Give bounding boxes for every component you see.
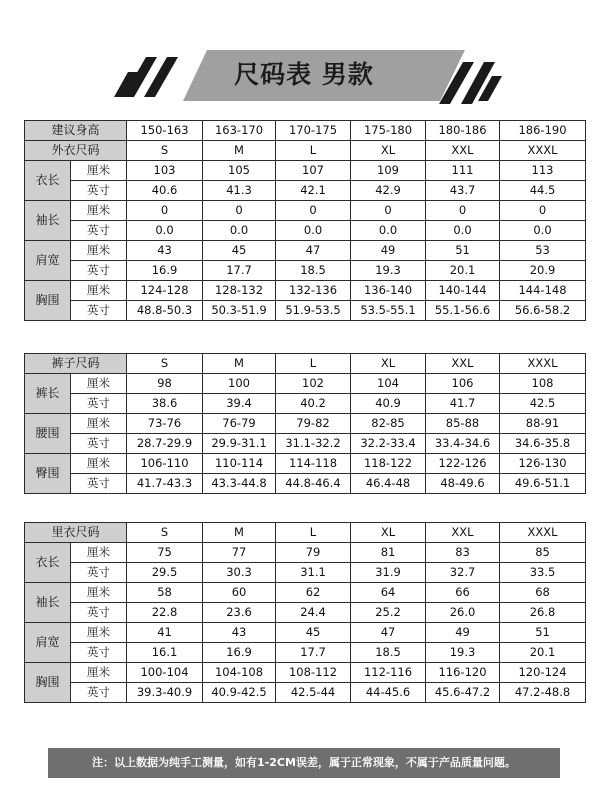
- measurement-row: [25, 414, 586, 434]
- size-label: 裤子尺码: [25, 354, 127, 374]
- value-cell: 25.2: [351, 603, 426, 623]
- value-cell: 44.5: [500, 181, 586, 201]
- size-label: 里衣尺码: [25, 523, 127, 543]
- value-cell: 43: [203, 623, 276, 643]
- value-cell: 30.3: [203, 563, 276, 583]
- measurement-name: 胸围: [25, 281, 71, 321]
- value-cell: 73-76: [127, 414, 203, 434]
- value-cell: 38.6: [127, 394, 203, 414]
- unit-label: 厘米: [71, 663, 127, 683]
- height-cell: 163-170: [203, 121, 276, 141]
- size-cell: XXL: [426, 354, 500, 374]
- value-cell: 98: [127, 374, 203, 394]
- value-cell: 76-79: [203, 414, 276, 434]
- value-cell: 66: [426, 583, 500, 603]
- value-cell: 132-136: [276, 281, 351, 301]
- value-cell: 51.9-53.5: [276, 301, 351, 321]
- value-cell: 112-116: [351, 663, 426, 683]
- measurement-row: [25, 261, 586, 281]
- value-cell: 39.4: [203, 394, 276, 414]
- measurement-name: 胸围: [25, 663, 71, 703]
- value-cell: 43.3-44.8: [203, 474, 276, 494]
- unit-label: 厘米: [71, 201, 127, 221]
- value-cell: 122-126: [426, 454, 500, 474]
- size-cell: M: [203, 141, 276, 161]
- unit-label: 英寸: [71, 181, 127, 201]
- size-cell: XXXL: [500, 141, 586, 161]
- value-cell: 0: [500, 201, 586, 221]
- value-cell: 102: [276, 374, 351, 394]
- value-cell: 32.7: [426, 563, 500, 583]
- value-cell: 58: [127, 583, 203, 603]
- value-cell: 106-110: [127, 454, 203, 474]
- value-cell: 40.6: [127, 181, 203, 201]
- size-cell: XXXL: [500, 354, 586, 374]
- value-cell: 108-112: [276, 663, 351, 683]
- measurement-name: 腰围: [25, 414, 71, 454]
- unit-label: 厘米: [71, 454, 127, 474]
- value-cell: 20.9: [500, 261, 586, 281]
- measurement-row: [25, 241, 586, 261]
- value-cell: 113: [500, 161, 586, 181]
- value-cell: 34.6-35.8: [500, 434, 586, 454]
- height-cell: 175-180: [351, 121, 426, 141]
- unit-label: 英寸: [71, 301, 127, 321]
- value-cell: 100: [203, 374, 276, 394]
- measurement-row: [25, 683, 586, 703]
- value-cell: 45: [203, 241, 276, 261]
- height-cell: 186-190: [500, 121, 586, 141]
- value-cell: 16.1: [127, 643, 203, 663]
- value-cell: 22.8: [127, 603, 203, 623]
- value-cell: 79-82: [276, 414, 351, 434]
- value-cell: 44-45.6: [351, 683, 426, 703]
- unit-label: 厘米: [71, 414, 127, 434]
- measurement-row: [25, 583, 586, 603]
- size-cell: M: [203, 354, 276, 374]
- height-label: 建议身高: [25, 121, 127, 141]
- value-cell: 104: [351, 374, 426, 394]
- value-cell: 32.2-33.4: [351, 434, 426, 454]
- value-cell: 29.9-31.1: [203, 434, 276, 454]
- measurement-row: [25, 623, 586, 643]
- size-cell: XL: [351, 354, 426, 374]
- value-cell: 45.6-47.2: [426, 683, 500, 703]
- measurement-row: [25, 663, 586, 683]
- measurement-name: 衣长: [25, 543, 71, 583]
- measurement-row: [25, 543, 586, 563]
- value-cell: 116-120: [426, 663, 500, 683]
- value-cell: 44.8-46.4: [276, 474, 351, 494]
- value-cell: 20.1: [426, 261, 500, 281]
- value-cell: 0: [203, 201, 276, 221]
- size-cell: XXL: [426, 523, 500, 543]
- value-cell: 42.9: [351, 181, 426, 201]
- size-cell: S: [127, 354, 203, 374]
- size-cell: L: [276, 141, 351, 161]
- value-cell: 104-108: [203, 663, 276, 683]
- value-cell: 88-91: [500, 414, 586, 434]
- value-cell: 17.7: [276, 643, 351, 663]
- height-row: [25, 121, 586, 141]
- value-cell: 0.0: [276, 221, 351, 241]
- title-banner: [0, 0, 608, 110]
- value-cell: 45: [276, 623, 351, 643]
- value-cell: 105: [203, 161, 276, 181]
- value-cell: 124-128: [127, 281, 203, 301]
- value-cell: 51: [426, 241, 500, 261]
- value-cell: 23.6: [203, 603, 276, 623]
- height-cell: 170-175: [276, 121, 351, 141]
- size-cell: M: [203, 523, 276, 543]
- value-cell: 29.5: [127, 563, 203, 583]
- value-cell: 79: [276, 543, 351, 563]
- value-cell: 28.7-29.9: [127, 434, 203, 454]
- value-cell: 0.0: [351, 221, 426, 241]
- value-cell: 50.3-51.9: [203, 301, 276, 321]
- size-cell: XL: [351, 523, 426, 543]
- value-cell: 19.3: [426, 643, 500, 663]
- unit-label: 厘米: [71, 583, 127, 603]
- value-cell: 26.8: [500, 603, 586, 623]
- measurement-row: [25, 643, 586, 663]
- unit-label: 英寸: [71, 434, 127, 454]
- measurement-row: [25, 301, 586, 321]
- value-cell: 31.1-32.2: [276, 434, 351, 454]
- value-cell: 16.9: [203, 643, 276, 663]
- value-cell: 140-144: [426, 281, 500, 301]
- size-row: [25, 354, 586, 374]
- value-cell: 49: [351, 241, 426, 261]
- measurement-row: [25, 474, 586, 494]
- size-row: [25, 141, 586, 161]
- measurement-name: 肩宽: [25, 241, 71, 281]
- value-cell: 111: [426, 161, 500, 181]
- page-title: 尺码表 男款: [234, 60, 374, 89]
- value-cell: 108: [500, 374, 586, 394]
- unit-label: 厘米: [71, 161, 127, 181]
- height-cell: 150-163: [127, 121, 203, 141]
- value-cell: 100-104: [127, 663, 203, 683]
- value-cell: 31.1: [276, 563, 351, 583]
- value-cell: 0: [127, 201, 203, 221]
- value-cell: 18.5: [276, 261, 351, 281]
- value-cell: 33.4-34.6: [426, 434, 500, 454]
- value-cell: 41.3: [203, 181, 276, 201]
- value-cell: 46.4-48: [351, 474, 426, 494]
- measurement-name: 袖长: [25, 583, 71, 623]
- value-cell: 40.2: [276, 394, 351, 414]
- value-cell: 47: [276, 241, 351, 261]
- unit-label: 厘米: [71, 241, 127, 261]
- value-cell: 109: [351, 161, 426, 181]
- value-cell: 24.4: [276, 603, 351, 623]
- value-cell: 75: [127, 543, 203, 563]
- value-cell: 40.9-42.5: [203, 683, 276, 703]
- value-cell: 42.5-44: [276, 683, 351, 703]
- unit-label: 厘米: [71, 623, 127, 643]
- measurement-row: [25, 394, 586, 414]
- unit-label: 英寸: [71, 474, 127, 494]
- value-cell: 33.5: [500, 563, 586, 583]
- measurement-name: 肩宽: [25, 623, 71, 663]
- value-cell: 0.0: [426, 221, 500, 241]
- size-cell: S: [127, 523, 203, 543]
- value-cell: 42.5: [500, 394, 586, 414]
- value-cell: 49.6-51.1: [500, 474, 586, 494]
- measurement-name: 裤长: [25, 374, 71, 414]
- value-cell: 107: [276, 161, 351, 181]
- value-cell: 126-130: [500, 454, 586, 474]
- value-cell: 42.1: [276, 181, 351, 201]
- value-cell: 49: [426, 623, 500, 643]
- measurement-row: [25, 563, 586, 583]
- value-cell: 26.0: [426, 603, 500, 623]
- unit-label: 英寸: [71, 221, 127, 241]
- size-cell: XXL: [426, 141, 500, 161]
- unit-label: 厘米: [71, 281, 127, 301]
- measurement-note: 注：以上数据为纯手工测量，如有1-2CM误差，属于正常现象，不属于产品质量问题。: [48, 748, 560, 778]
- size-cell: S: [127, 141, 203, 161]
- unit-label: 英寸: [71, 683, 127, 703]
- value-cell: 85: [500, 543, 586, 563]
- value-cell: 118-122: [351, 454, 426, 474]
- value-cell: 0.0: [203, 221, 276, 241]
- value-cell: 53: [500, 241, 586, 261]
- value-cell: 47: [351, 623, 426, 643]
- size-cell: XXXL: [500, 523, 586, 543]
- value-cell: 85-88: [426, 414, 500, 434]
- value-cell: 20.1: [500, 643, 586, 663]
- value-cell: 114-118: [276, 454, 351, 474]
- measurement-name: 衣长: [25, 161, 71, 201]
- measurement-row: [25, 281, 586, 301]
- value-cell: 48.8-50.3: [127, 301, 203, 321]
- value-cell: 51: [500, 623, 586, 643]
- value-cell: 77: [203, 543, 276, 563]
- value-cell: 56.6-58.2: [500, 301, 586, 321]
- height-cell: 180-186: [426, 121, 500, 141]
- value-cell: 62: [276, 583, 351, 603]
- value-cell: 0.0: [127, 221, 203, 241]
- measurement-row: [25, 434, 586, 454]
- measurement-row: [25, 454, 586, 474]
- measurement-name: 袖长: [25, 201, 71, 241]
- value-cell: 60: [203, 583, 276, 603]
- value-cell: 39.3-40.9: [127, 683, 203, 703]
- value-cell: 120-124: [500, 663, 586, 683]
- value-cell: 106: [426, 374, 500, 394]
- size-label: 外衣尺码: [25, 141, 127, 161]
- size-cell: L: [276, 523, 351, 543]
- measurement-row: [25, 221, 586, 241]
- size-cell: L: [276, 354, 351, 374]
- measurement-name: 臀围: [25, 454, 71, 494]
- value-cell: 41.7-43.3: [127, 474, 203, 494]
- size-row: [25, 523, 586, 543]
- value-cell: 144-148: [500, 281, 586, 301]
- measurement-row: [25, 161, 586, 181]
- value-cell: 43.7: [426, 181, 500, 201]
- value-cell: 53.5-55.1: [351, 301, 426, 321]
- measurement-row: [25, 603, 586, 623]
- value-cell: 0: [426, 201, 500, 221]
- unit-label: 英寸: [71, 261, 127, 281]
- unit-label: 英寸: [71, 394, 127, 414]
- measurement-row: [25, 201, 586, 221]
- value-cell: 128-132: [203, 281, 276, 301]
- pants-size-table: [24, 353, 586, 494]
- measurement-row: [25, 374, 586, 394]
- size-cell: XL: [351, 141, 426, 161]
- value-cell: 103: [127, 161, 203, 181]
- value-cell: 41.7: [426, 394, 500, 414]
- value-cell: 16.9: [127, 261, 203, 281]
- value-cell: 18.5: [351, 643, 426, 663]
- value-cell: 83: [426, 543, 500, 563]
- value-cell: 40.9: [351, 394, 426, 414]
- value-cell: 0.0: [500, 221, 586, 241]
- measurement-row: [25, 181, 586, 201]
- value-cell: 136-140: [351, 281, 426, 301]
- value-cell: 47.2-48.8: [500, 683, 586, 703]
- unit-label: 厘米: [71, 543, 127, 563]
- value-cell: 43: [127, 241, 203, 261]
- value-cell: 64: [351, 583, 426, 603]
- value-cell: 48-49.6: [426, 474, 500, 494]
- value-cell: 17.7: [203, 261, 276, 281]
- value-cell: 68: [500, 583, 586, 603]
- value-cell: 82-85: [351, 414, 426, 434]
- value-cell: 55.1-56.6: [426, 301, 500, 321]
- unit-label: 英寸: [71, 643, 127, 663]
- value-cell: 0: [276, 201, 351, 221]
- value-cell: 31.9: [351, 563, 426, 583]
- value-cell: 41: [127, 623, 203, 643]
- value-cell: 81: [351, 543, 426, 563]
- value-cell: 19.3: [351, 261, 426, 281]
- innerwear-size-table: [24, 522, 586, 703]
- unit-label: 英寸: [71, 603, 127, 623]
- value-cell: 0: [351, 201, 426, 221]
- unit-label: 厘米: [71, 374, 127, 394]
- outerwear-size-table: [24, 120, 586, 321]
- unit-label: 英寸: [71, 563, 127, 583]
- value-cell: 110-114: [203, 454, 276, 474]
